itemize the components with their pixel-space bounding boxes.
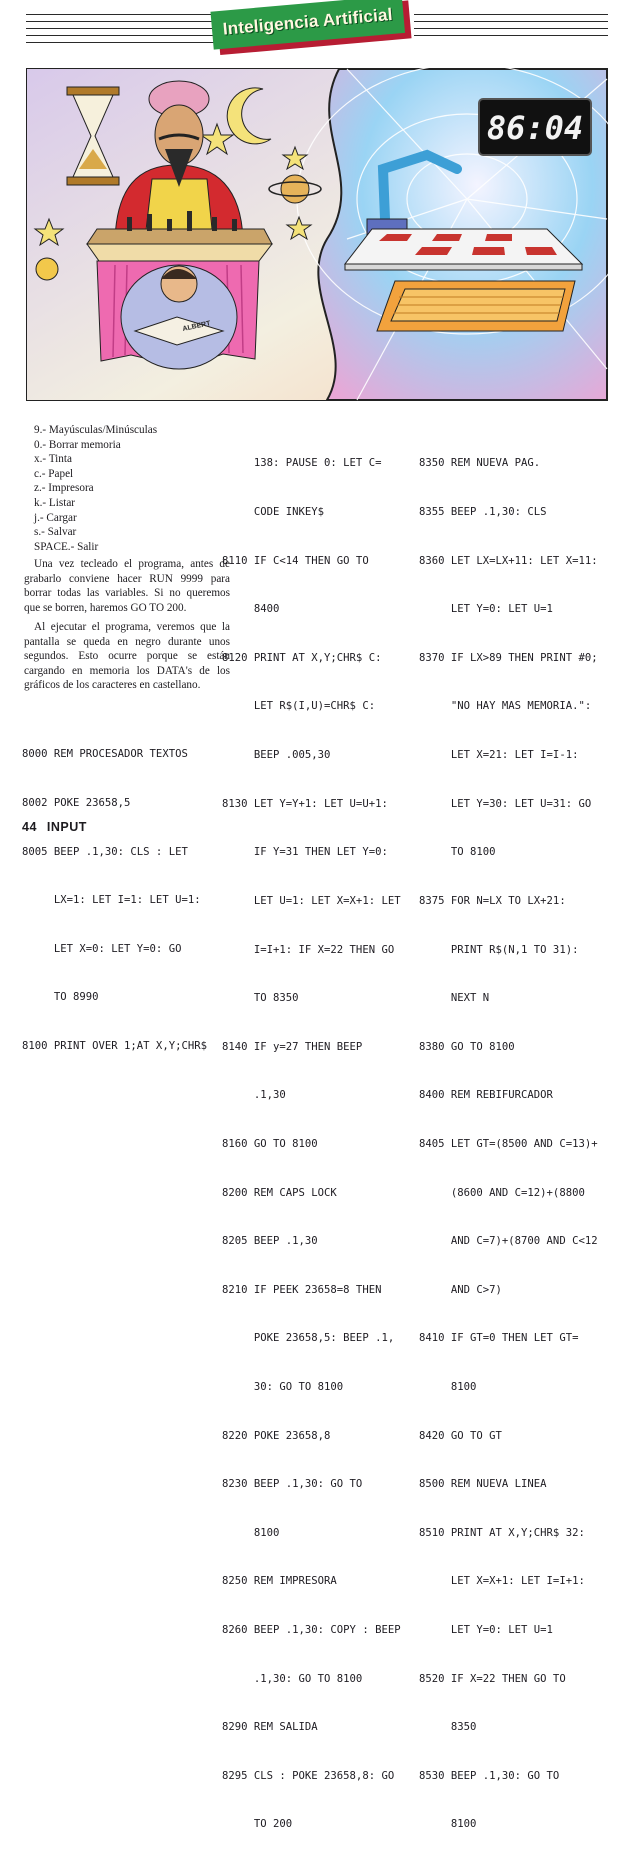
menu-item: x.- Tinta — [34, 453, 72, 466]
code-line: LET Y=30: LET U=31: GO — [419, 797, 592, 810]
header-rule-right-3 — [414, 28, 608, 29]
code-line: 8500 REM NUEVA LINEA — [419, 1478, 547, 1491]
header-rule-right-1 — [414, 14, 608, 15]
code-line: 8530 BEEP .1,30: GO TO — [419, 1769, 560, 1782]
code-line: 30: GO TO 8100 — [222, 1380, 344, 1393]
code-line: .1,30: GO TO 8100 — [222, 1672, 363, 1685]
code-line: TO 8350 — [222, 992, 299, 1005]
code-line: 8000 REM PROCESADOR TEXTOS — [22, 748, 188, 761]
code-line: 8205 BEEP .1,30 — [222, 1235, 318, 1248]
code-line: 8100 PRINT OVER 1;AT X,Y;CHR$ — [22, 1040, 207, 1053]
header-rule-left-2 — [26, 21, 216, 22]
code-line: 8295 CLS : POKE 23658,8: GO — [222, 1769, 395, 1782]
page-number: 44 — [22, 820, 37, 834]
code-line: 8140 IF y=27 THEN BEEP — [222, 1040, 363, 1053]
code-line: 8250 REM IMPRESORA — [222, 1575, 337, 1588]
code-line: AND C>7) — [419, 1283, 502, 1296]
menu-item: z.- Impresora — [34, 482, 94, 495]
menu-item: k.- Listar — [34, 496, 76, 509]
code-line: TO 200 — [222, 1818, 293, 1831]
code-line: 8400 — [222, 603, 280, 616]
code-line: 138: PAUSE 0: LET C= — [222, 457, 382, 470]
code-line: LET Y=0: LET U=1 — [419, 1624, 553, 1637]
header-rule-left-1 — [26, 14, 216, 15]
code-line: LET X=X+1: LET I=I+1: — [419, 1575, 585, 1588]
code-line: CODE INKEY$ — [222, 506, 325, 519]
code-line: 8200 REM CAPS LOCK — [222, 1186, 337, 1199]
code-line: BEEP .005,30 — [222, 749, 331, 762]
code-line: TO 8100 — [419, 846, 496, 859]
paragraph-execution: Al ejecutar el programa, veremos que la pantalla se queda en negro durante unos segundos. Esto ocurre porque se están cargando en memoria los DATA's de los gráficos de los caracteres en castellano. — [24, 621, 230, 692]
code-line: 8120 PRINT AT X,Y;CHR$ C: — [222, 651, 382, 664]
code-line: I=I+1: IF X=22 THEN GO — [222, 943, 395, 956]
code-line: 8520 IF X=22 THEN GO TO — [419, 1672, 566, 1685]
code-line: 8260 BEEP .1,30: COPY : BEEP — [222, 1624, 401, 1637]
menu-item: j.- Cargar — [34, 511, 77, 524]
menu-item: 0.- Borrar memoria — [34, 438, 121, 451]
code-column-3 — [419, 423, 598, 1849]
code-line: 8380 GO TO 8100 — [419, 1040, 515, 1053]
code-line: 8100 — [419, 1818, 477, 1831]
code-line: 8410 IF GT=0 THEN LET GT= — [419, 1332, 579, 1345]
menu-item: c.- Papel — [34, 467, 74, 480]
code-column-1 — [22, 714, 207, 1070]
menu-item: SPACE.- Salir — [34, 540, 99, 553]
code-line: LET R$(I,U)=CHR$ C: — [222, 700, 376, 713]
illustration-artwork — [27, 69, 607, 400]
code-line: 8130 LET Y=Y+1: LET U=U+1: — [222, 797, 388, 810]
menu-item: 9.- Mayúsculas/Minúsculas — [34, 424, 158, 436]
header-rule-left-4 — [26, 35, 216, 36]
code-line: 8005 BEEP .1,30: CLS : LET — [22, 845, 188, 858]
code-line: 8230 BEEP .1,30: GO TO — [222, 1478, 363, 1491]
code-line: 8100 — [419, 1380, 477, 1393]
code-line: 8220 POKE 23658,8 — [222, 1429, 331, 1442]
clock-display: 86:04 — [486, 109, 584, 147]
code-line: TO 8990 — [22, 991, 99, 1004]
menu-item: s.- Salvar — [34, 526, 77, 539]
code-line: 8350 — [419, 1721, 477, 1734]
code-line: AND C=7)+(8700 AND C<12 — [419, 1235, 598, 1248]
code-line: LET X=21: LET I=I-1: — [419, 749, 579, 762]
code-line: "NO HAY MAS MEMORIA.": — [419, 700, 592, 713]
code-line: 8510 PRINT AT X,Y;CHR$ 32: — [419, 1526, 585, 1539]
code-line: 8375 FOR N=LX TO LX+21: — [419, 894, 566, 907]
illustration — [26, 68, 608, 401]
header-rule-right-2 — [414, 21, 608, 22]
code-line: LET Y=0: LET U=1 — [419, 603, 553, 616]
code-line: (8600 AND C=12)+(8800 — [419, 1186, 585, 1199]
code-line: 8405 LET GT=(8500 AND C=13)+ — [419, 1137, 598, 1150]
code-column-2 — [222, 423, 401, 1849]
section-badge — [210, 0, 411, 56]
code-line: 8160 GO TO 8100 — [222, 1137, 318, 1150]
code-line: 8110 IF C<14 THEN GO TO — [222, 554, 369, 567]
code-line: 8290 REM SALIDA — [222, 1721, 318, 1734]
code-line: 8350 REM NUEVA PAG. — [419, 457, 541, 470]
code-line: 8360 LET LX=LX+11: LET X=11: — [419, 554, 598, 567]
code-line: 8370 IF LX>89 THEN PRINT #0; — [419, 651, 598, 664]
code-line: 8420 GO TO GT — [419, 1429, 502, 1442]
book-label: ALBERT — [181, 320, 212, 333]
code-line: PRINT R$(N,1 TO 31): — [419, 943, 579, 956]
header-rule-left-5 — [26, 42, 216, 43]
code-line: 8002 POKE 23658,5 — [22, 797, 131, 810]
magazine-name: INPUT — [46, 820, 87, 834]
code-line: 8100 — [222, 1526, 280, 1539]
menu-options-list — [34, 423, 157, 554]
code-line: POKE 23658,5: BEEP .1, — [222, 1332, 395, 1345]
code-line: 8400 REM REBIFURCADOR — [419, 1089, 553, 1102]
code-line: 8210 IF PEEK 23658=8 THEN — [222, 1283, 382, 1296]
code-line: .1,30 — [222, 1089, 286, 1102]
paragraph-instructions: Una vez tecleado el programa, antes de grabarlo conviene hacer RUN 9999 para borrar todas las variables. Si no queremos que se borren, haremos GO TO 200. — [24, 558, 230, 614]
page-footer — [22, 820, 97, 834]
code-line: LET X=0: LET Y=0: GO — [22, 942, 182, 955]
code-line: LET U=1: LET X=X+1: LET — [222, 894, 401, 907]
code-line: 8355 BEEP .1,30: CLS — [419, 506, 547, 519]
code-line: NEXT N — [419, 992, 490, 1005]
header-rule-right-4 — [414, 35, 608, 36]
header-rule-left-3 — [26, 28, 216, 29]
section-title: Inteligencia Artificial — [210, 0, 405, 50]
code-line: IF Y=31 THEN LET Y=0: — [222, 846, 388, 859]
code-line: LX=1: LET I=1: LET U=1: — [22, 894, 201, 907]
